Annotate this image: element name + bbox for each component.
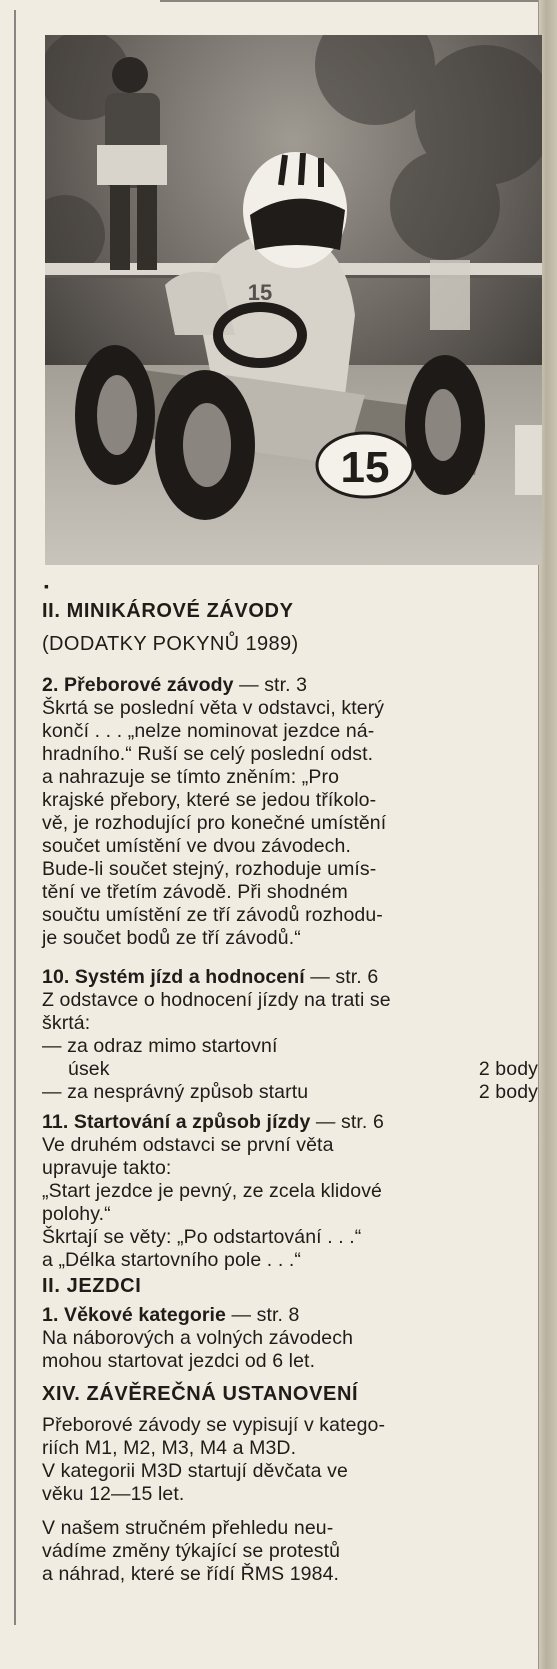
paragraph-line: „Start jezdce je pevný, ze zcela klidové	[42, 1180, 382, 1202]
kart-racer-image	[45, 35, 542, 565]
page-ref: — str. 6	[310, 1111, 384, 1133]
subsection-preborove-zavody	[42, 674, 538, 950]
subsection-vekove-kategorie	[42, 1304, 538, 1373]
paragraph-line: V kategorii M3D startují děvčata ve	[42, 1460, 348, 1482]
subsection-system-jizd	[42, 966, 538, 1104]
paragraph-line: krajské přebory, které se jedou tříkolo-	[42, 789, 377, 811]
paragraph-line: a nahrazuje se tímto zněním: „Pro	[42, 766, 340, 788]
penalty-points: 2 body	[478, 1081, 538, 1103]
paragraph-line: Přeborové závody se vypisují v katego-	[42, 1414, 386, 1436]
subsection-title: 2. Přeborové závody	[42, 674, 234, 696]
paragraph-line: V našem stručném přehledu neu-	[42, 1517, 334, 1539]
kart-number: 15	[340, 443, 390, 492]
paragraph-line: hradního.“ Ruší se celý poslední odst.	[42, 743, 374, 765]
section-heading-zaverecna: XIV. ZÁVĚREČNÁ USTANOVENÍ	[42, 1383, 359, 1405]
paragraph-prehled	[42, 1517, 538, 1586]
paragraph-line: Škrtají se věty: „Po odstartování . . .“	[42, 1226, 362, 1248]
page-ref: — str. 6	[304, 966, 379, 988]
paragraph-line: tění ve třetím závodě. Při shodném	[42, 881, 348, 903]
paragraph-line: součet umístění ve dvou závodech.	[42, 835, 351, 857]
penalty-points: 2 body	[478, 1058, 538, 1080]
list-item-row	[42, 1058, 538, 1081]
section-subheading: (DODATKY POKYNŮ 1989)	[42, 633, 299, 655]
paragraph-zaverecna	[42, 1414, 538, 1506]
subsection-title: 11. Startování a způsob jízdy	[42, 1111, 311, 1133]
list-item: — za nesprávný způsob startu	[42, 1081, 309, 1103]
paragraph-line: škrtá:	[42, 1012, 91, 1034]
paragraph-line: Z odstavce o hodnocení jízdy na trati se	[42, 989, 391, 1011]
left-column-rule	[14, 10, 16, 1625]
paragraph-line: Na náborových a volných závodech	[42, 1327, 354, 1349]
section-heading-jezdci: II. JEZDCI	[42, 1275, 142, 1297]
paragraph-line: polohy.“	[42, 1203, 111, 1225]
page-ref: — str. 3	[233, 674, 308, 696]
list-item-continuation: úsek	[68, 1058, 110, 1080]
paragraph-line: vádíme změny týkající se protestů	[42, 1540, 341, 1562]
paragraph-line: a náhrad, které se řídí ŘMS 1984.	[42, 1563, 340, 1585]
paragraph-line: Bude-li součet stejný, rozhoduje umís-	[42, 858, 377, 880]
top-rule	[160, 0, 540, 2]
paragraph-line: věku 12—15 let.	[42, 1483, 185, 1505]
section-heading-minikarove: II. MINIKÁROVÉ ZÁVODY	[42, 600, 294, 622]
paragraph-line: Ve druhém odstavci se první věta	[42, 1134, 334, 1156]
racing-photo	[45, 35, 542, 565]
list-item: — za odraz mimo startovní	[42, 1035, 278, 1057]
ink-speck: ▪	[44, 578, 49, 594]
subsection-startovani	[42, 1111, 538, 1272]
paragraph-line: je součet bodů ze tří závodů.“	[42, 927, 301, 949]
page-ref: — str. 8	[226, 1304, 300, 1326]
subsection-title: 1. Věkové kategorie	[42, 1304, 226, 1326]
paragraph-line: součtu umístění ze tří závodů rozhodu-	[42, 904, 383, 926]
driver-number: 15	[247, 280, 273, 305]
paragraph-line: riích M1, M2, M3, M4 a M3D.	[42, 1437, 297, 1459]
paragraph-line: a „Délka startovního pole . . .“	[42, 1249, 301, 1271]
paragraph-line: končí . . . „nelze nominovat jezdce ná-	[42, 720, 375, 742]
subsection-title: 10. Systém jízd a hodnocení	[42, 966, 305, 988]
paragraph-line: upravuje takto:	[42, 1157, 172, 1179]
paragraph-line: Škrtá se poslední věta v odstavci, který	[42, 697, 385, 719]
list-item-row	[42, 1081, 538, 1104]
paragraph-line: mohou startovat jezdci od 6 let.	[42, 1350, 316, 1372]
paragraph-line: vě, je rozhodující pro konečné umístění	[42, 812, 387, 834]
